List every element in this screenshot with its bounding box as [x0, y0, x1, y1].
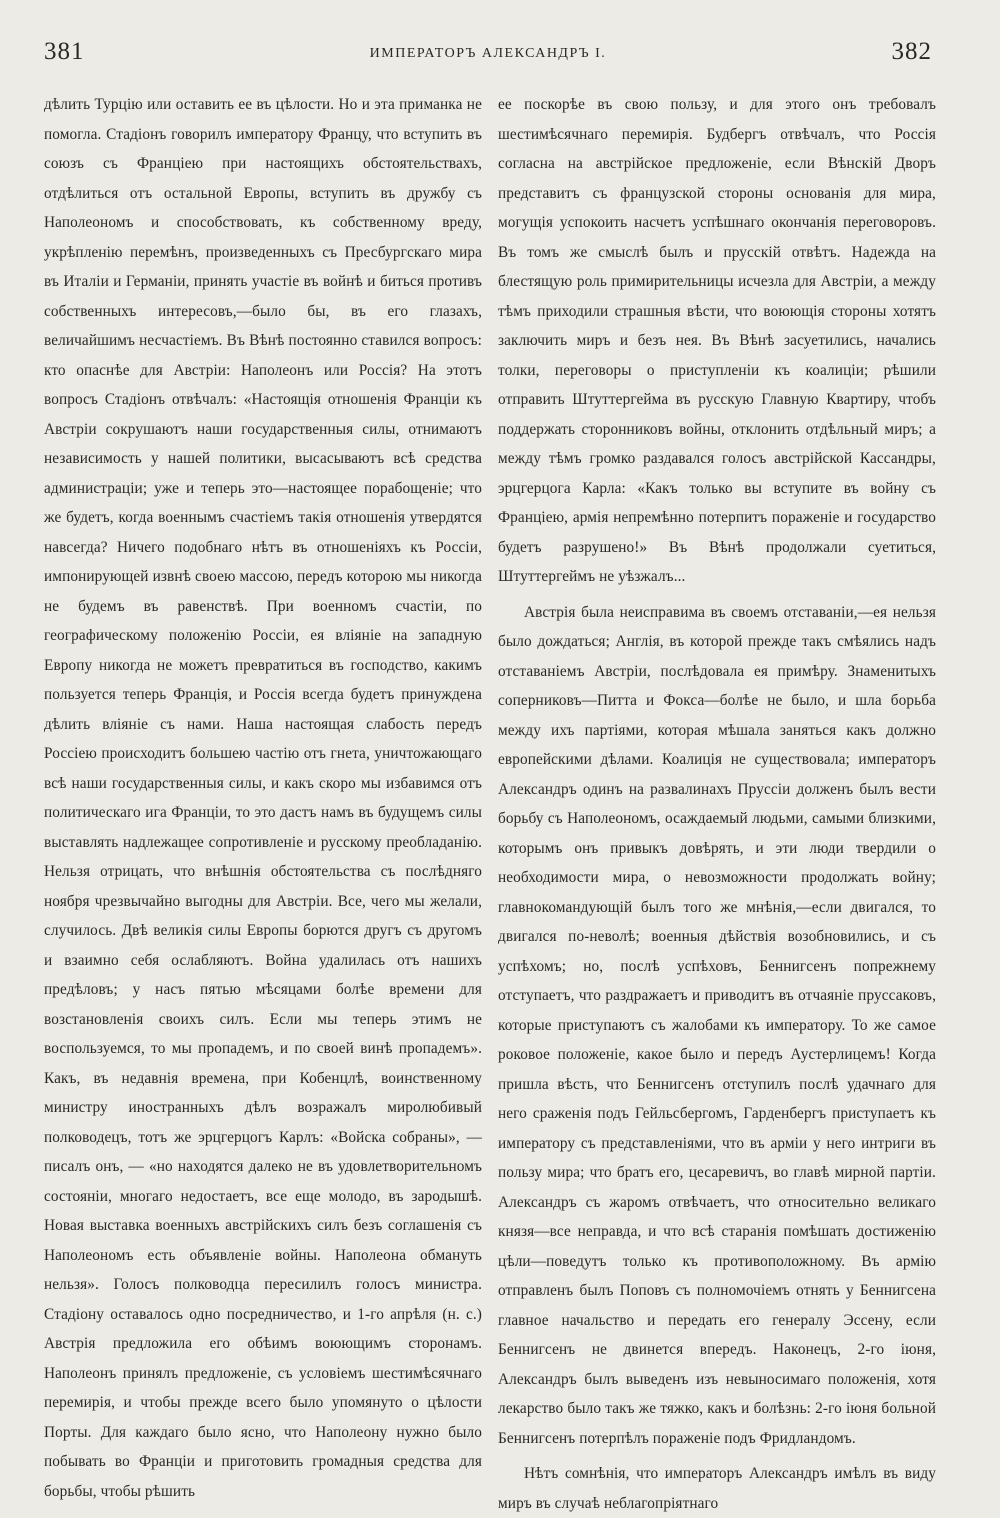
right-paragraph-2: Австрія была неисправима въ своемъ отставаніи,—ея нельзя было дождаться; Англія, въ которой прежде такъ смѣялись надъ отставаніемъ Австріи, послѣдовала ея примѣру. Знаменитыхъ соперниковъ—Питта и Фокса—болѣе не было, и шла борьба между ихъ партіями, которая мѣшала заняться какъ должно европейскими дѣлами. Коалиція не существовала; императоръ Александръ одинъ на развалинахъ Пруссіи долженъ былъ вести борьбу съ Наполеономъ, осаждаемый людьми, самыми близкими, которымъ онъ привыкъ довѣрять, и эти люди твердили о необходимости мира, о невозможности продолжать войну; главнокомандующій былъ того же мнѣнія,—если двигался, то двигался по-неволѣ; военныя дѣйствія возобновились, и съ успѣхомъ; но, послѣ успѣховъ, Беннигсенъ попрежнему отступаетъ, что раздражаетъ и приводитъ въ отчаяніе пруссаковъ, которые приступаютъ съ жалобами къ императору. То же самое роковое положеніе, какое было и передъ Аустерлицемъ! Когда пришла вѣсть, что Беннигсенъ отступилъ послѣ удачнаго для него сраженія подъ Гейльсбергомъ, Гарденбергъ приступаетъ къ императору съ представленіями, что въ арміи у него интриги въ пользу мира; что братъ его, цесаревичъ, во главѣ мирной партіи. Александръ съ жаромъ отвѣчаетъ, что относительно великаго князя—все неправда, и что всѣ старанія помѣшать достиженію цѣли—поведутъ только къ противоположному. Въ армію отправленъ былъ Поповъ съ полномочіемъ отнять у Беннигсена главное начальство и передать его генералу Эссену, если Беннигсенъ не двинется впередъ. Наконецъ, 2-го іюня, Александръ былъ выведенъ изъ невыносимаго положенія, хотя лекарство было такъ же тяжко, какъ и болѣзнь: 2-го іюня больной Беннигсенъ потерпѣлъ пораженіе подъ Фридландомъ.	[498, 603, 936, 1447]
running-title: ИМПЕРАТОРЪ АЛЕКСАНДРЪ I.	[369, 46, 607, 61]
right-column	[498, 90, 936, 1518]
right-paragraph-3: Нѣтъ сомнѣнія, что императоръ Александръ имѣлъ въ виду миръ въ случаѣ неблагопріятнаго	[498, 1465, 936, 1512]
right-paragraph-1: ее поскорѣе въ свою пользу, и для этого онъ требовалъ шестимѣсячнаго перемирія. Будбергъ отвѣчалъ, что Россія согласна на австрійское предложеніе, если Вѣнскій Дворъ представитъ съ французской стороны основанія для мира, могущія успокоить насчетъ успѣшнаго окончанія переговоровъ. Въ томъ же смыслѣ былъ и прусскій отвѣтъ. Надежда на блестящую роль примирительницы исчезла для Австріи, а между тѣмъ приходили страшныя вѣсти, что воюющія стороны хотятъ заключить миръ и безъ нея. Въ Вѣнѣ засуетились, начались толки, переговоры о приступленіи къ коалиціи; рѣшили отправить Штуттергейма въ русскую Главную Квартиру, чтобъ поддержать сторонниковъ войны, отклонить отдѣльный миръ; а между тѣмъ громко раздавался голосъ австрійской Кассандры, эрцгерцога Карла: «Какъ только вы вступите въ войну съ Франціею, армія непремѣнно потерпитъ пораженіе и государство будетъ разрушено!» Въ Вѣнѣ продолжали суетиться, Штуттергеймъ не уѣзжалъ...	[498, 96, 936, 585]
page-number-left: 381	[44, 38, 85, 65]
page-number-right: 382	[891, 38, 932, 65]
running-head	[44, 38, 932, 78]
left-column	[44, 90, 482, 1506]
text-columns	[44, 90, 936, 1518]
left-paragraph-1: дѣлить Турцію или оставить ее въ цѣлости. Но и эта приманка не помогла. Стадіонъ говорилъ императору Францу, что вступить въ союзъ съ Франціею при настоящихъ обстоятельствахъ, отдѣлиться отъ остальной Европы, вступить въ дружбу съ Наполеономъ и способствовать, къ собственному вреду, укрѣпленію перемѣнъ, произведенныхъ съ Пресбургскаго мира въ Италіи и Германіи, принять участіе въ войнѣ и биться противъ собственныхъ интересовъ,—было бы, въ его глазахъ, величайшимъ несчастіемъ. Въ Вѣнѣ постоянно ставился вопросъ: кто опаснѣе для Австріи: Наполеонъ или Россія? На этотъ вопросъ Стадіонъ отвѣчалъ: «Настоящія отношенія Франціи къ Австріи сокрушаютъ наши государственныя силы, отнимаютъ независимость у нашей политики, высасываютъ всѣ средства администраціи; уже и теперь это—настоящее порабощеніе; что же будетъ, когда военнымъ счастіемъ такія отношенія утвердятся навсегда? Ничего подобнаго нѣтъ въ отношеніяхъ къ Россіи, импонирующей извнѣ своею массою, передъ которою мы никогда не будемъ въ равенствѣ. При военномъ счастіи, по географическому положенію Россіи, ея вліяніе на западную Европу никогда не можетъ превратиться въ господство, какимъ пользуется теперь Франція, и Россія всегда будетъ принуждена дѣлить вліяніе съ нами. Наша настоящая слабость передъ Россіею происходитъ большею частію отъ гнета, уничтожающаго всѣ наши государственныя силы, и какъ скоро мы избавимся отъ политическаго ига Франціи, то это дастъ намъ въ будущемъ силы выставлять надлежащее сопротивленіе и русскому преобладанію. Нельзя отрицать, что внѣшнія обстоятельства съ послѣдняго ноября чрезвычайно выгодны для Австріи. Все, чего мы желали, случилось. Двѣ великія силы Европы борются другъ съ другомъ и взаимно себя ослабляютъ. Война удалилась отъ нашихъ предѣловъ; у насъ пятью мѣсяцами болѣе времени для возстановленія своихъ силъ. Если мы теперь этимъ не воспользуемся, то мы пропадемъ, и по своей винѣ пропадемъ». Какъ, въ недавнія времена, при Кобенцлѣ, воинственному министру иностранныхъ дѣлъ возражалъ миролюбивый полководецъ, тотъ же эрцгерцогъ Карлъ: «Войска собраны», — писалъ онъ, — «но находятся далеко не въ удовлетворительномъ состояніи, многаго недостаетъ, все еще молодо, въ зародышѣ. Новая выставка военныхъ австрійскихъ силъ безъ соглашенія съ Наполеономъ есть объявленіе войны. Наполеона обмануть нельзя». Голосъ полководца пересилилъ голосъ министра. Стадіону оставалось одно посредничество, и 1-го апрѣля (н. с.) Австрія предложила его обѣимъ воюющимъ сторонамъ. Наполеонъ принялъ предложеніе, съ условіемъ шестимѣсячнаго перемирія, и чтобы прежде всего было упомянуто о цѣлости Порты. Для каждаго было ясно, что Наполеону нужно было побывать во Франціи и приготовить громадныя средства для борьбы, чтобы рѣшить	[44, 96, 482, 1500]
